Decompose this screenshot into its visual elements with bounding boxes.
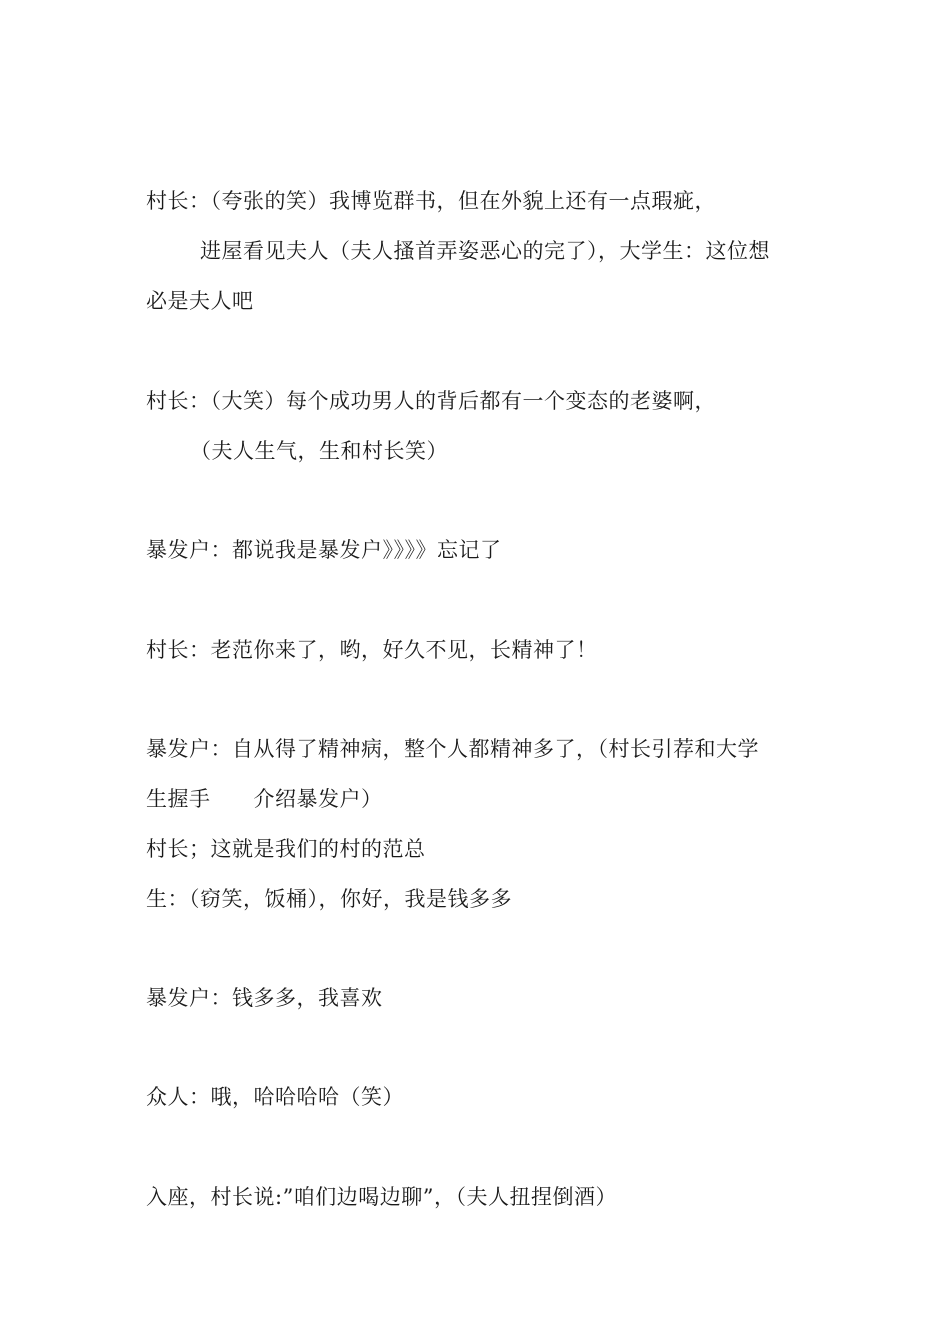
script-line: 生：（窃笑，饭桶），你好，我是钱多多: [146, 887, 512, 911]
script-line: 暴发户：钱多多，我喜欢: [146, 986, 383, 1010]
script-line: 生握手 介绍暴发户）: [146, 787, 383, 811]
script-line: 暴发户：自从得了精神病，整个人都精神多了，（村长引荐和大学: [146, 737, 759, 761]
script-line: 暴发户：都说我是暴发户》》》》忘记了: [146, 538, 502, 562]
script-line: 村长：（大笑）每个成功男人的背后都有一个变态的老婆啊，: [146, 389, 716, 413]
script-line: 必是夫人吧: [146, 289, 254, 313]
script-line: 进屋看见夫人（夫人搔首弄姿恶心的完了），大学生：这位想: [200, 239, 770, 263]
script-line: （夫人生气，生和村长笑）: [190, 439, 448, 463]
script-line: 村长：老范你来了，哟，好久不见，长精神了！: [146, 638, 598, 662]
script-line: 入座，村长说:”咱们边喝边聊”，（夫人扭捏倒酒）: [146, 1185, 618, 1209]
script-line: 村长；这就是我们的村的范总: [146, 837, 426, 861]
script-line: 村长：（夸张的笑）我博览群书，但在外貌上还有一点瑕疵，: [146, 189, 716, 213]
script-line: 众人：哦，哈哈哈哈（笑）: [146, 1085, 404, 1109]
